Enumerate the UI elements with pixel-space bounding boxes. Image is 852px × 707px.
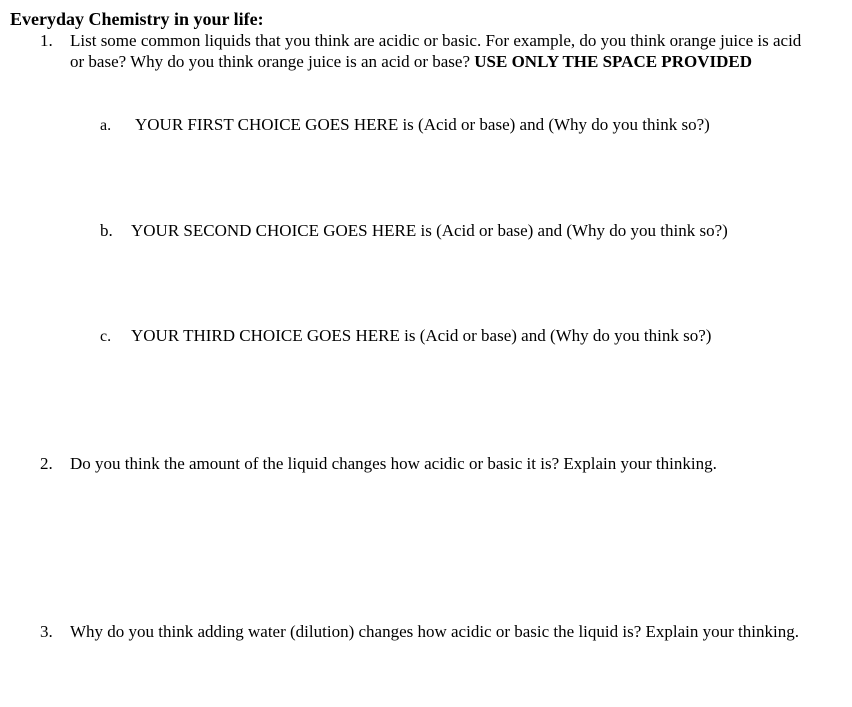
subitem-a-letter: a.: [100, 117, 112, 134]
worksheet-title: Everyday Chemistry in your life:: [10, 9, 264, 29]
question-1-number: 1.: [40, 31, 53, 50]
question-1-body: List some common liquids that you think are acidic or basic. For example, do you think orange juice is acid or base? Why do you think orange juice is an acid or base?: [70, 31, 802, 71]
subitem-c-text: YOUR THIRD CHOICE GOES HERE is (Acid or base) and (Why do you think so?): [131, 326, 712, 345]
subitem-b-letter: b.: [100, 221, 113, 240]
question-2-text: Do you think the amount of the liquid changes how acidic or basic it is? Explain your thinking.: [70, 454, 717, 473]
question-1-text: [70, 30, 810, 72]
subitem-c-letter: c.: [100, 328, 112, 345]
question-1-emphasis: USE ONLY THE SPACE PROVIDED: [474, 52, 752, 71]
subitem-b-text: YOUR SECOND CHOICE GOES HERE is (Acid or base) and (Why do you think so?): [131, 221, 728, 240]
question-3-text: Why do you think adding water (dilution) changes how acidic or basic the liquid is? Explain your thinking.: [70, 622, 799, 641]
subitem-a-text: YOUR FIRST CHOICE GOES HERE is (Acid or base) and (Why do you think so?): [135, 115, 710, 134]
question-2-number: 2.: [40, 454, 53, 473]
question-3-number: 3.: [40, 622, 53, 641]
